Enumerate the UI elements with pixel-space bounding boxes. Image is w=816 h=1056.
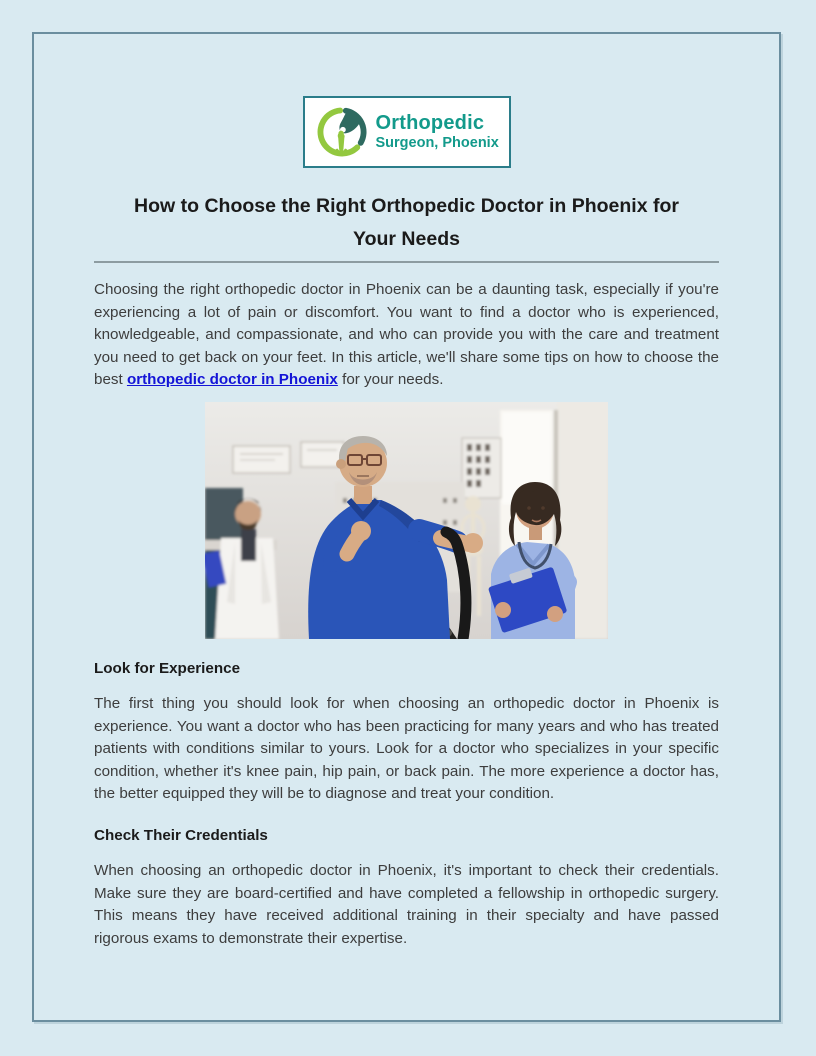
page-title-line1: How to Choose the Right Orthopedic Doctor in Phoenix for [134, 195, 679, 217]
section-heading-experience: Look for Experience [94, 659, 241, 677]
article-content [94, 96, 719, 950]
section-paragraph-experience: The first thing you should look for when choosing an orthopedic doctor in Phoenix is experience. You want a doctor who has been practicing for many years and who has treated patients with conditions similar to yours. Look for a doctor who specializes in your specific condition, whether it's knee pain, hip pain, or back pain. The more experience a doctor has, the better equipped they will be to diagnose and treat your condition. [94, 694, 719, 803]
intro-text-after-link: for your needs. [337, 371, 444, 389]
title-divider [94, 261, 719, 263]
logo [303, 96, 511, 168]
article-photo [205, 402, 608, 639]
orthopedic-doctor-link[interactable]: orthopedic doctor in Phoenix [126, 371, 338, 389]
section-heading-credentials: Check Their Credentials [94, 826, 268, 844]
page-title-line2: Your Needs [353, 228, 460, 250]
page-border [32, 32, 781, 1022]
intro-paragraph [94, 279, 719, 392]
page-title [94, 190, 719, 256]
logo-subtitle: Surgeon, Phoenix [375, 134, 499, 151]
logo-title: Orthopedic [375, 111, 485, 134]
section-paragraph-credentials: When choosing an orthopedic doctor in Phoenix, it's important to check their credentials. Make sure they are board-certified and have completed a fellowship in orthopedic surgery. This means they have received additional training in their specialty and have passed rigorous exams to demonstrate their expertise. [94, 861, 719, 947]
logo-text [376, 113, 499, 151]
intro-text-before-link: Choosing the right orthopedic doctor in Phoenix can be a daunting task, especially if you're experiencing a lot of pain or discomfort. You want to find a doctor who is experienced, knowledgeable, and compassionate, and who can provide you with the care and treatment you need to get back on your feet. In this article, we'll share some tips on how to choose the best [94, 281, 719, 389]
knee-joint-circle-icon [315, 105, 369, 159]
